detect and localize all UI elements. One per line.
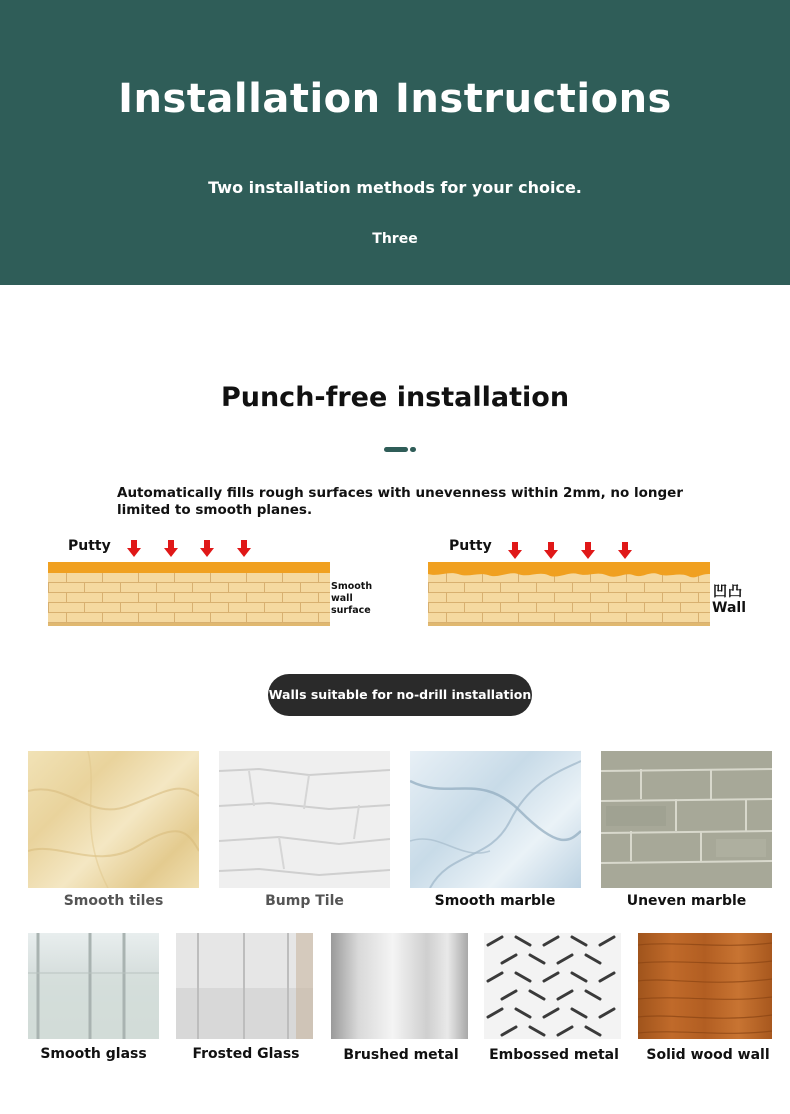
section-description: Automatically fills rough surfaces with unevenness within 2mm, no longer limited to smooth planes. xyxy=(117,485,683,518)
uneven-marble-label: Uneven marble xyxy=(626,893,747,909)
smooth-marble-label: Smooth marble xyxy=(434,893,556,909)
frosted-glass-label: Frosted Glass xyxy=(192,1046,300,1062)
right-putty-label: Putty xyxy=(449,538,492,554)
down-arrow-icon xyxy=(581,542,595,559)
brushed-metal-image xyxy=(331,933,468,1039)
embossed-metal-image xyxy=(484,933,621,1039)
suitable-walls-badge: Walls suitable for no-drill installation xyxy=(268,674,532,716)
header-banner xyxy=(0,0,790,285)
solid-wood-label: Solid wood wall xyxy=(646,1047,770,1063)
bump-tile-image xyxy=(219,751,390,888)
down-arrow-icon xyxy=(237,540,251,557)
title-divider xyxy=(384,447,416,452)
down-arrow-icon xyxy=(508,542,522,559)
smooth-tiles-label: Smooth tiles xyxy=(63,893,164,909)
solid-wood-image xyxy=(638,933,772,1039)
section-title: Punch-free installation xyxy=(220,382,570,413)
uneven-wall-glyphs: 凹凸 xyxy=(713,584,743,600)
uneven-marble-image xyxy=(601,751,772,888)
smooth-wall-label: Smooth wall surface xyxy=(331,581,373,616)
uneven-wall-diagram xyxy=(428,562,710,626)
smooth-glass-image xyxy=(28,933,159,1039)
frosted-glass-image xyxy=(176,933,313,1039)
uneven-wall-label: Wall xyxy=(712,600,746,616)
down-arrow-icon xyxy=(164,540,178,557)
bump-tile-label: Bump Tile xyxy=(265,893,344,909)
header-subtitle: Two installation methods for your choice. xyxy=(208,178,582,197)
smooth-tiles-image xyxy=(28,751,199,888)
smooth-wall-diagram xyxy=(48,562,330,626)
down-arrow-icon xyxy=(618,542,632,559)
down-arrow-icon xyxy=(127,540,141,557)
step-label: Three xyxy=(372,231,418,247)
smooth-marble-image xyxy=(410,751,581,888)
page-title: Installation Instructions xyxy=(118,76,672,122)
smooth-glass-label: Smooth glass xyxy=(40,1046,147,1062)
left-putty-label: Putty xyxy=(68,538,111,554)
down-arrow-icon xyxy=(200,540,214,557)
embossed-metal-label: Embossed metal xyxy=(489,1047,619,1063)
brushed-metal-label: Brushed metal xyxy=(343,1047,459,1063)
down-arrow-icon xyxy=(544,542,558,559)
